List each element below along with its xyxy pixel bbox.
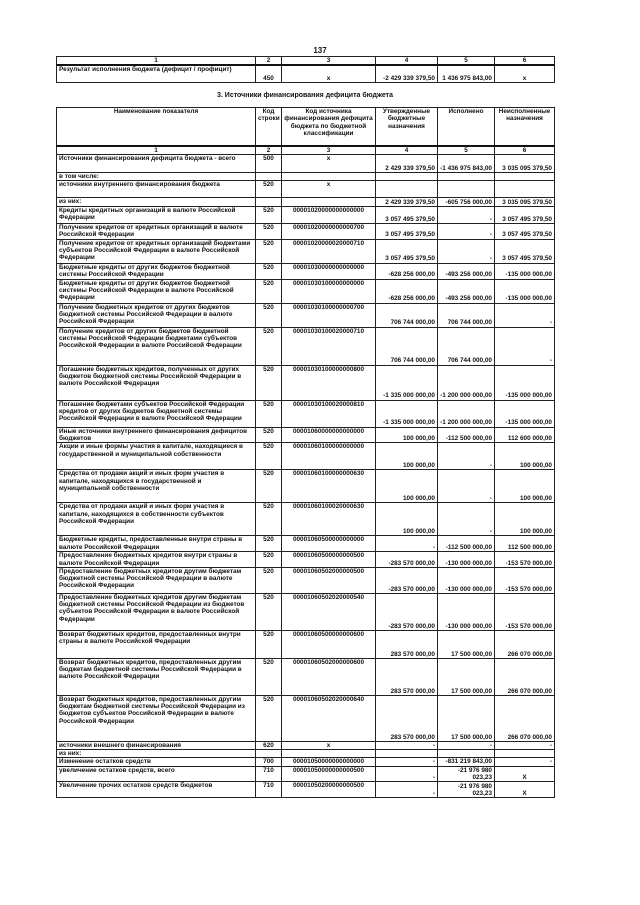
row-approved: -283 570 000,00 [376, 593, 438, 630]
row-approved: 283 570 000,00 [376, 658, 438, 695]
row-source-code [282, 750, 376, 758]
row-source-code: 00001060502020000640 [282, 695, 376, 741]
row-name: Предоставление бюджетных кредитов другим бюджетам бюджетной системы Российской Федерации в валюте Российской Федерации [57, 567, 256, 593]
row-line-code: 620 [256, 741, 282, 749]
row-line-code: 520 [256, 536, 282, 552]
header-executed: Исполнено [438, 108, 495, 146]
row-executed: - [438, 503, 495, 536]
row-source-code: 00001030100000000700 [282, 303, 376, 327]
table-row [57, 658, 555, 695]
row-approved: - [376, 758, 438, 766]
row-approved: -283 570 000,00 [376, 552, 438, 568]
table-row [57, 239, 555, 263]
row-line-code: 520 [256, 365, 282, 400]
row-unexecuted: X [495, 782, 555, 798]
row-unexecuted: -135 000 000,00 [495, 279, 555, 303]
table-row [57, 766, 555, 782]
result-source-code: x [282, 65, 376, 82]
col-number-5: 5 [438, 146, 495, 155]
row-line-code: 520 [256, 207, 282, 224]
row-source-code: 00001060502000000600 [282, 658, 376, 695]
row-executed: -831 219 843,00 [438, 758, 495, 766]
table-row [57, 279, 555, 303]
row-line-code: 520 [256, 593, 282, 630]
col-number-3: 3 [282, 57, 376, 66]
row-approved: 283 570 000,00 [376, 630, 438, 658]
col-number-5: 5 [438, 57, 495, 66]
row-executed: 17 500 000,00 [438, 658, 495, 695]
row-approved: 100 000,00 [376, 443, 438, 470]
row-name: Получение кредитов от кредитных организаций в валюте Российской Федерации [57, 224, 256, 240]
result-unexecuted: x [495, 65, 555, 82]
row-executed: -130 000 000,00 [438, 552, 495, 568]
row-line-code: 520 [256, 303, 282, 327]
row-name: Получение кредитов от других бюджетов бюджетной системы Российской Федерации бюджетами субъектов Российской Федерации в валюте Российской Федерации [57, 327, 256, 365]
row-source-code: 00001060100000000000 [282, 443, 376, 470]
table-row [57, 470, 555, 503]
row-name: Изменение остатков средств [57, 758, 256, 766]
row-name: Бюджетные кредиты от других бюджетов бюджетной системы Российской Федерации в валюте Российской Федерации [57, 279, 256, 303]
row-approved: -628 256 000,00 [376, 263, 438, 279]
row-executed: -112 500 000,00 [438, 536, 495, 552]
table-row [57, 181, 555, 198]
row-source-code: 00001020000020000710 [282, 239, 376, 263]
col-number-1: 1 [57, 57, 256, 66]
row-executed: - [438, 239, 495, 263]
row-approved: 706 744 000,00 [376, 303, 438, 327]
row-unexecuted: 100 000,00 [495, 470, 555, 503]
table-row [57, 224, 555, 240]
row-source-code: 00001060500000000000 [282, 536, 376, 552]
header-approved: Утвержденные бюджетные назначения [376, 108, 438, 146]
row-name: Источники финансирования дефицита бюджета - всего [57, 154, 256, 172]
col-number-3: 3 [282, 146, 376, 155]
row-name: из них: [57, 750, 256, 758]
col-number-2: 2 [256, 57, 282, 66]
row-unexecuted: 112 500 000,00 [495, 536, 555, 552]
table-row [57, 593, 555, 630]
row-line-code: 520 [256, 630, 282, 658]
row-executed: 17 500 000,00 [438, 630, 495, 658]
table-row [57, 327, 555, 365]
row-name: Увеличение прочих остатков средств бюджетов [57, 782, 256, 798]
row-approved [376, 750, 438, 758]
page-number: 137 [313, 46, 327, 55]
row-approved [376, 172, 438, 180]
row-approved: -628 256 000,00 [376, 279, 438, 303]
row-approved: 3 057 495 379,50 [376, 224, 438, 240]
row-source-code: 00001060000000000000 [282, 427, 376, 443]
row-source-code: 00001020000000000000 [282, 207, 376, 224]
row-unexecuted: 3 057 495 379,50 [495, 207, 555, 224]
table-row [57, 741, 555, 749]
row-approved: 100 000,00 [376, 503, 438, 536]
row-line-code: 520 [256, 552, 282, 568]
row-source-code: 00001060502020000540 [282, 593, 376, 630]
row-executed: -1 200 000 000,00 [438, 400, 495, 427]
result-executed: 1 436 975 843,00 [438, 65, 495, 82]
row-unexecuted: 112 600 000,00 [495, 427, 555, 443]
row-source-code: 00001050000000000000 [282, 758, 376, 766]
row-line-code: 520 [256, 263, 282, 279]
result-row [57, 65, 555, 82]
row-executed [438, 181, 495, 198]
row-line-code: 700 [256, 758, 282, 766]
row-approved: 100 000,00 [376, 427, 438, 443]
row-line-code: 710 [256, 782, 282, 798]
result-name: Результат исполнения бюджета (дефицит / профицит) [57, 65, 256, 82]
row-unexecuted: - [495, 303, 555, 327]
row-approved: -1 335 000 000,00 [376, 365, 438, 400]
row-source-code: 00001050000000000500 [282, 766, 376, 782]
table-row [57, 365, 555, 400]
row-executed: - [438, 741, 495, 749]
row-unexecuted: -153 570 000,00 [495, 593, 555, 630]
row-source-code: 00001030100000000800 [282, 365, 376, 400]
table-row [57, 630, 555, 658]
row-source-code: 00001060500000000500 [282, 552, 376, 568]
col-number-2: 2 [256, 146, 282, 155]
row-unexecuted: -135 000 000,00 [495, 400, 555, 427]
row-source-code: x [282, 181, 376, 198]
row-line-code: 520 [256, 181, 282, 198]
row-executed: 706 744 000,00 [438, 327, 495, 365]
header-source-code: Код источника финансирования дефицита бюджета по бюджетной классификации [282, 108, 376, 146]
row-source-code: 00001050200000000500 [282, 782, 376, 798]
row-source-code: 00001030100020000810 [282, 400, 376, 427]
row-unexecuted: 266 070 000,00 [495, 658, 555, 695]
table-row [57, 172, 555, 180]
result-code: 450 [256, 65, 282, 82]
row-name: Средства от продажи акций и иных форм участия в капитале, находящихся в собственности субъектов Российской Федерации [57, 503, 256, 536]
row-line-code: 520 [256, 327, 282, 365]
row-unexecuted: X [495, 766, 555, 782]
table-row [57, 695, 555, 741]
row-unexecuted: - [495, 741, 555, 749]
row-source-code: 00001060100000000630 [282, 470, 376, 503]
row-name: в том числе: [57, 172, 256, 180]
row-line-code [256, 198, 282, 207]
header-name: Наименование показателя [57, 108, 256, 146]
row-source-code: x [282, 154, 376, 172]
row-approved: - [376, 766, 438, 782]
row-approved: 3 057 495 379,50 [376, 207, 438, 224]
table-row [57, 503, 555, 536]
row-approved: -283 570 000,00 [376, 567, 438, 593]
row-name: Бюджетные кредиты от других бюджетов бюджетной системы Российской Федерации [57, 263, 256, 279]
row-name: из них: [57, 198, 256, 207]
table-row [57, 207, 555, 224]
row-unexecuted: -153 570 000,00 [495, 552, 555, 568]
row-executed: -130 000 000,00 [438, 593, 495, 630]
row-executed: -112 500 000,00 [438, 427, 495, 443]
row-unexecuted: 266 070 000,00 [495, 630, 555, 658]
table-row [57, 552, 555, 568]
table-row [57, 400, 555, 427]
row-line-code: 500 [256, 154, 282, 172]
row-unexecuted: -135 000 000,00 [495, 263, 555, 279]
table-row [57, 263, 555, 279]
row-line-code: 520 [256, 470, 282, 503]
row-line-code: 710 [256, 766, 282, 782]
row-source-code [282, 198, 376, 207]
row-name: Средства от продажи акций и иных форм участия в капитале, находящихся в государственной и муниципальной собственности [57, 470, 256, 503]
row-line-code: 520 [256, 503, 282, 536]
row-executed: - [438, 443, 495, 470]
row-unexecuted: 100 000,00 [495, 503, 555, 536]
row-source-code: 00001020000000000700 [282, 224, 376, 240]
row-approved: 283 570 000,00 [376, 695, 438, 741]
row-name: Иные источники внутреннего финансирования дефицитов бюджетов [57, 427, 256, 443]
row-approved: 3 057 495 379,50 [376, 239, 438, 263]
row-line-code: 520 [256, 279, 282, 303]
row-approved: - [376, 782, 438, 798]
row-line-code: 520 [256, 695, 282, 741]
row-executed: -21 976 980 023,23 [438, 766, 495, 782]
row-approved: - [376, 741, 438, 749]
row-unexecuted [495, 181, 555, 198]
row-approved [376, 181, 438, 198]
row-executed: -493 256 000,00 [438, 263, 495, 279]
row-unexecuted: 3 035 095 379,50 [495, 198, 555, 207]
column-number-row [57, 57, 555, 66]
row-approved: 100 000,00 [376, 470, 438, 503]
header-row [57, 108, 555, 146]
row-approved: -1 335 000 000,00 [376, 400, 438, 427]
row-unexecuted: -153 570 000,00 [495, 567, 555, 593]
header-unexecuted: Неисполненные назначения [495, 108, 555, 146]
row-source-code: 00001030000000000000 [282, 263, 376, 279]
row-executed: -1 436 975 843,00 [438, 154, 495, 172]
table-row [57, 536, 555, 552]
row-line-code: 520 [256, 427, 282, 443]
row-unexecuted: 100 000,00 [495, 443, 555, 470]
table-row [57, 427, 555, 443]
row-line-code [256, 172, 282, 180]
col-number-6: 6 [495, 57, 555, 66]
sources-table [56, 107, 555, 798]
table-row [57, 443, 555, 470]
row-executed: -130 000 000,00 [438, 567, 495, 593]
row-executed: - [438, 207, 495, 224]
row-unexecuted: 3 057 495 379,50 [495, 239, 555, 263]
row-name: Кредиты кредитных организаций в валюте Российской Федерации [57, 207, 256, 224]
row-name: увеличение остатков средств, всего [57, 766, 256, 782]
row-source-code: 00001060502000000500 [282, 567, 376, 593]
col-number-4: 4 [376, 146, 438, 155]
result-approved: -2 429 339 379,50 [376, 65, 438, 82]
column-number-row [57, 146, 555, 155]
table-row [57, 198, 555, 207]
row-unexecuted: 3 035 095 379,50 [495, 154, 555, 172]
section-title: 3. Источники финансирования дефицита бюджета [217, 92, 393, 99]
row-source-code: x [282, 741, 376, 749]
row-source-code: 00001030100020000710 [282, 327, 376, 365]
row-approved: 706 744 000,00 [376, 327, 438, 365]
row-approved: - [376, 536, 438, 552]
row-approved: 2 429 339 379,50 [376, 198, 438, 207]
row-line-code: 520 [256, 239, 282, 263]
row-name: Акции и иные формы участия в капитале, находящиеся в государственной и муниципальной собственности [57, 443, 256, 470]
row-executed: -493 256 000,00 [438, 279, 495, 303]
row-unexecuted: - [495, 327, 555, 365]
col-number-4: 4 [376, 57, 438, 66]
row-name: Погашение бюджетами субъектов Российской Федерации кредитов от других бюджетов бюджетной системы Российской Федерации в валюте Российской Федерации [57, 400, 256, 427]
row-name: Возврат бюджетных кредитов, предоставленных другим бюджетам бюджетной системы Российской Федерации из бюджетов субъектов Российской Федерации в валюте Российской Федерации [57, 695, 256, 741]
row-executed [438, 750, 495, 758]
row-executed: -21 976 980 023,23 [438, 782, 495, 798]
table-row [57, 154, 555, 172]
row-unexecuted: 3 057 495 379,50 [495, 224, 555, 240]
table-row [57, 758, 555, 766]
row-line-code: 520 [256, 400, 282, 427]
table-row [57, 567, 555, 593]
row-executed: - [438, 470, 495, 503]
row-name: источники внешнего финансирования [57, 741, 256, 749]
row-executed: -605 756 000,00 [438, 198, 495, 207]
row-name: Получение кредитов от кредитных организаций бюджетами субъектов Российской Федерации в валюте Российской Федерации [57, 239, 256, 263]
row-unexecuted: 266 070 000,00 [495, 695, 555, 741]
row-line-code: 520 [256, 224, 282, 240]
row-line-code [256, 750, 282, 758]
row-source-code [282, 172, 376, 180]
row-source-code: 00001060100020000630 [282, 503, 376, 536]
col-number-6: 6 [495, 146, 555, 155]
row-executed: 17 500 000,00 [438, 695, 495, 741]
sources-table-body [57, 154, 555, 798]
row-name: Погашение бюджетных кредитов, полученных от других бюджетов бюджетной системы Российской Федерации в валюте Российской Федерации [57, 365, 256, 400]
row-line-code: 520 [256, 443, 282, 470]
row-name: Получение бюджетных кредитов от других бюджетов бюджетной системы Российской Федерации в валюте Российской Федерации [57, 303, 256, 327]
row-unexecuted [495, 172, 555, 180]
row-name: Предоставление бюджетных кредитов внутри страны в валюте Российской Федерации [57, 552, 256, 568]
table-row [57, 750, 555, 758]
row-name: Предоставление бюджетных кредитов другим бюджетам бюджетной системы Российской Федерации из бюджетов субъектов Российской Федерации в валюте Российской Федерации [57, 593, 256, 630]
row-source-code: 00001030100000000000 [282, 279, 376, 303]
row-executed: 706 744 000,00 [438, 303, 495, 327]
col-number-1: 1 [57, 146, 256, 155]
row-source-code: 00001060500000000600 [282, 630, 376, 658]
row-executed [438, 172, 495, 180]
row-name: Возврат бюджетных кредитов, предоставленных внутри страны в валюте Российской Федерации [57, 630, 256, 658]
header-line-code: Код строки [256, 108, 282, 146]
table-row [57, 303, 555, 327]
row-unexecuted: - [495, 758, 555, 766]
row-line-code: 520 [256, 658, 282, 695]
row-name: Бюджетные кредиты, предоставленные внутри страны в валюте Российской Федерации [57, 536, 256, 552]
row-unexecuted [495, 750, 555, 758]
row-unexecuted: -135 000 000,00 [495, 365, 555, 400]
row-executed: -1 200 000 000,00 [438, 365, 495, 400]
row-name: Возврат бюджетных кредитов, предоставленных другим бюджетам бюджетной системы Российской Федерации в валюте Российской Федерации [57, 658, 256, 695]
row-approved: 2 429 339 379,50 [376, 154, 438, 172]
row-executed: - [438, 224, 495, 240]
row-line-code: 520 [256, 567, 282, 593]
budget-result-table [56, 56, 555, 83]
table-row [57, 782, 555, 798]
row-name: источники внутреннего финансирования бюджета [57, 181, 256, 198]
